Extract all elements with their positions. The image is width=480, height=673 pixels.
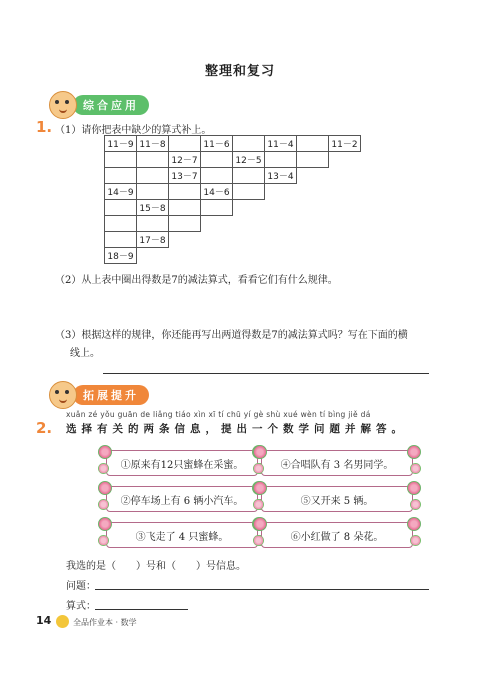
table-empty-space	[201, 216, 233, 232]
flower-icon	[410, 535, 421, 546]
q2-instruction-text: 选择有关的两条信息，提出一个数学问题并解答。	[66, 423, 407, 435]
table-blank-cell[interactable]	[297, 136, 329, 152]
info-card-6	[261, 522, 413, 548]
table-empty-space	[297, 216, 329, 232]
flower-icon	[253, 535, 264, 546]
flower-icon	[253, 445, 267, 459]
table-empty-space	[265, 200, 297, 216]
q2-pinyin: xuǎn zé yǒu guān de liǎng tiáo xìn xī tí chū yí gè shù xué wèn tí bìng jiě dá	[66, 410, 371, 419]
choice-text: 我选的是（ ）号和（ ）号信息。	[66, 561, 246, 572]
table-cell: 11－8	[137, 136, 169, 152]
table-empty-space	[297, 200, 329, 216]
info-card-4-text: ④合唱队有 3 名男同学。	[280, 459, 394, 471]
table-blank-cell[interactable]	[265, 152, 297, 168]
flower-icon	[253, 499, 264, 510]
page-title: 整理和复习	[204, 64, 275, 79]
table-blank-cell[interactable]	[201, 200, 233, 216]
table-cell: 11－4	[265, 136, 297, 152]
book-logo-icon	[56, 615, 69, 628]
info-card-1-text: ①原来有12只蜜蜂在采蜜。	[120, 459, 244, 471]
flower-icon	[253, 481, 267, 495]
page-number: 14	[36, 614, 52, 627]
section-badge-extend	[49, 381, 149, 409]
table-row	[105, 232, 361, 248]
mascot-icon	[49, 381, 77, 409]
table-cell: 17－8	[137, 232, 169, 248]
flower-icon	[98, 535, 109, 546]
info-card-2	[106, 486, 258, 512]
info-card-6-text: ⑥小红做了 8 朵花。	[290, 531, 384, 543]
table-empty-space	[297, 168, 329, 184]
info-card-2-text: ②停车场上有 6 辆小汽车。	[120, 495, 244, 507]
flower-icon	[98, 499, 109, 510]
q1-part2-text: （2）从上表中圈出得数是7的减法算式，看看它们有什么规律。	[55, 275, 338, 286]
table-cell: 13－4	[265, 168, 297, 184]
table-empty-space	[297, 184, 329, 200]
table-empty-space	[329, 168, 361, 184]
info-card-5-text: ⑤又开来 5 辆。	[300, 495, 374, 507]
table-cell: 12－5	[233, 152, 265, 168]
formula-label: 算式：	[66, 601, 96, 612]
answer-line-q1[interactable]	[103, 373, 429, 374]
section-badge-apply	[49, 91, 149, 119]
question-number-1: 1.	[36, 118, 53, 136]
table-blank-cell[interactable]	[137, 184, 169, 200]
table-row	[105, 184, 361, 200]
table-blank-cell[interactable]	[169, 200, 201, 216]
table-cell: 11－6	[201, 136, 233, 152]
table-blank-cell[interactable]	[201, 168, 233, 184]
flower-icon	[407, 445, 421, 459]
flower-icon	[98, 445, 112, 459]
q1-part3-text-line2: 线上。	[70, 348, 100, 359]
table-empty-space	[233, 232, 265, 248]
table-empty-space	[329, 216, 361, 232]
table-empty-space	[329, 184, 361, 200]
table-empty-space	[233, 248, 265, 264]
table-cell: 13－7	[169, 168, 201, 184]
table-row	[105, 248, 361, 264]
q1-part1-text: （1）请你把表中缺少的算式补上。	[55, 125, 212, 136]
section-label-apply: 综合应用	[73, 95, 149, 115]
flower-icon	[253, 463, 264, 474]
flower-icon	[407, 517, 421, 531]
info-card-3	[106, 522, 258, 548]
q1-part3-text-line1: （3）根据这样的规律，你还能再写出两道得数是7的减法算式吗？写在下面的横	[55, 330, 408, 341]
table-blank-cell[interactable]	[201, 152, 233, 168]
table-blank-cell[interactable]	[105, 168, 137, 184]
table-blank-cell[interactable]	[233, 184, 265, 200]
table-blank-cell[interactable]	[105, 232, 137, 248]
table-empty-space	[137, 248, 169, 264]
info-card-5	[261, 486, 413, 512]
table-row	[105, 152, 361, 168]
table-blank-cell[interactable]	[233, 168, 265, 184]
table-empty-space	[297, 232, 329, 248]
table-empty-space	[201, 232, 233, 248]
table-empty-space	[265, 232, 297, 248]
section-label-extend: 拓展提升	[73, 385, 149, 405]
table-blank-cell[interactable]	[105, 200, 137, 216]
table-empty-space	[201, 248, 233, 264]
table-blank-cell[interactable]	[169, 184, 201, 200]
table-empty-space	[329, 248, 361, 264]
table-empty-space	[233, 200, 265, 216]
table-blank-cell[interactable]	[169, 216, 201, 232]
question-number-2: 2.	[36, 419, 53, 437]
info-card-4	[261, 450, 413, 476]
table-row	[105, 136, 361, 152]
flower-icon	[98, 481, 112, 495]
table-cell: 12－7	[169, 152, 201, 168]
table-empty-space	[297, 248, 329, 264]
info-card-1	[106, 450, 258, 476]
flower-icon	[253, 517, 267, 531]
table-row	[105, 200, 361, 216]
table-cell: 14－9	[105, 184, 137, 200]
table-blank-cell[interactable]	[105, 216, 137, 232]
table-cell: 15－8	[137, 200, 169, 216]
table-empty-space	[329, 152, 361, 168]
table-cell: 14－6	[201, 184, 233, 200]
table-empty-space	[329, 200, 361, 216]
table-blank-cell[interactable]	[297, 152, 329, 168]
table-row	[105, 168, 361, 184]
flower-icon	[410, 499, 421, 510]
subtraction-table	[104, 135, 361, 264]
flower-icon	[410, 463, 421, 474]
table-empty-space	[265, 216, 297, 232]
table-empty-space	[329, 232, 361, 248]
table-empty-space	[169, 232, 201, 248]
table-empty-space	[265, 184, 297, 200]
flower-icon	[407, 481, 421, 495]
table-blank-cell[interactable]	[137, 152, 169, 168]
question-answer-line[interactable]	[95, 589, 429, 590]
table-cell: 18－9	[105, 248, 137, 264]
table-empty-space	[265, 248, 297, 264]
flower-icon	[98, 463, 109, 474]
info-card-3-text: ③飞走了 4 只蜜蜂。	[135, 531, 229, 543]
table-empty-space	[169, 248, 201, 264]
table-cell: 11－2	[329, 136, 361, 152]
flower-icon	[98, 517, 112, 531]
table-blank-cell[interactable]	[137, 168, 169, 184]
table-blank-cell[interactable]	[137, 216, 169, 232]
mascot-icon	[49, 91, 77, 119]
table-row	[105, 216, 361, 232]
formula-answer-line[interactable]	[95, 609, 188, 610]
book-title: 全品作业本 · 数学	[73, 618, 137, 627]
table-blank-cell[interactable]	[105, 152, 137, 168]
table-blank-cell[interactable]	[233, 136, 265, 152]
question-label: 问题：	[66, 581, 96, 592]
table-empty-space	[233, 216, 265, 232]
table-blank-cell[interactable]	[169, 136, 201, 152]
table-cell: 11－9	[105, 136, 137, 152]
